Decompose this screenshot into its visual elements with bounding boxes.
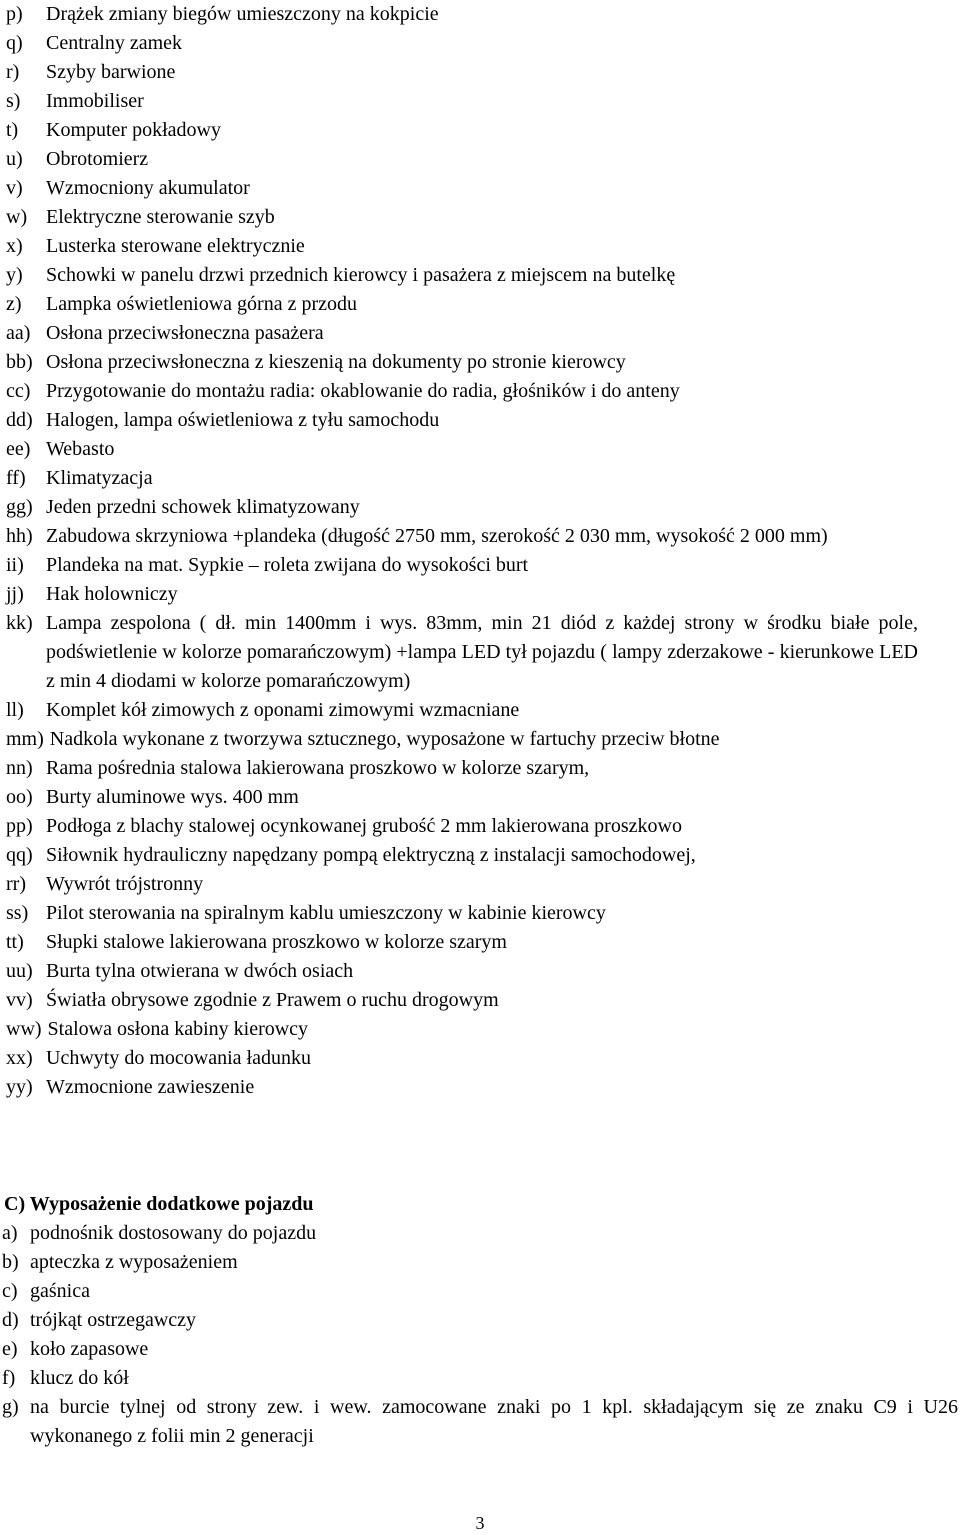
list-item xyxy=(6,1073,918,1102)
list-item xyxy=(6,174,918,203)
list-item-label: r) xyxy=(6,61,20,83)
list-item-label: xx) xyxy=(6,1047,33,1069)
list-item-text: Osłona przeciwsłoneczna pasażera xyxy=(46,322,324,344)
list-item-label: s) xyxy=(6,90,21,112)
list-item xyxy=(6,551,918,580)
list-item xyxy=(2,1364,958,1393)
list-item-label: x) xyxy=(6,235,23,257)
additional-equipment-list xyxy=(2,1219,958,1451)
list-item-text: Rama pośrednia stalowa lakierowana proszkowo w kolorze szarym, xyxy=(46,757,590,779)
list-item-label: cc) xyxy=(6,380,31,402)
list-item-text: Immobiliser xyxy=(46,90,144,112)
list-item-label: w) xyxy=(6,206,28,228)
section-heading-title: Wyposażenie dodatkowe pojazdu xyxy=(29,1193,314,1215)
list-item-label: z) xyxy=(6,293,22,315)
list-item xyxy=(6,580,918,609)
list-item-label: q) xyxy=(6,32,23,54)
list-item-label: aa) xyxy=(6,322,31,344)
list-item xyxy=(6,522,918,551)
list-item-text: Wzmocniony akumulator xyxy=(46,177,250,199)
list-item-label: uu) xyxy=(6,960,33,982)
list-item-label: ee) xyxy=(6,438,31,460)
list-item xyxy=(6,58,918,87)
list-item-text: Plandeka na mat. Sypkie – roleta zwijana do wysokości burt xyxy=(46,554,529,576)
list-item-label: kk) xyxy=(6,612,33,634)
list-item xyxy=(6,348,918,377)
list-item xyxy=(6,986,918,1015)
list-item-label: dd) xyxy=(6,409,33,431)
list-item-label: oo) xyxy=(6,786,33,808)
list-item-text: Lusterka sterowane elektrycznie xyxy=(46,235,305,257)
list-item-text: Przygotowanie do montażu radia: okablowanie do radia, głośników i do anteny xyxy=(46,380,680,402)
list-item-text: Podłoga z blachy stalowej ocynkowanej grubość 2 mm lakierowana proszkowo xyxy=(46,815,682,837)
list-item xyxy=(6,377,918,406)
section-heading xyxy=(4,1190,313,1219)
list-item-text: Siłownik hydrauliczny napędzany pompą elektryczną z instalacji samochodowej, xyxy=(46,844,696,866)
list-item-label: ii) xyxy=(6,554,24,576)
list-item xyxy=(6,783,918,812)
list-item-text: gaśnica xyxy=(30,1280,90,1302)
list-item xyxy=(2,1219,958,1248)
list-item xyxy=(6,116,918,145)
list-item-label: nn) xyxy=(6,757,33,779)
list-item-text: Komplet kół zimowych z oponami zimowymi wzmacniane xyxy=(46,699,520,721)
list-item-text: Nadkola wykonane z tworzywa sztucznego, wyposażone w fartuchy przeciw błotne xyxy=(49,728,720,750)
list-item xyxy=(6,493,918,522)
list-item xyxy=(6,87,918,116)
list-item-text: apteczka z wyposażeniem xyxy=(30,1251,238,1273)
list-item-text: Centralny zamek xyxy=(46,32,183,54)
list-item-label: ff) xyxy=(6,467,26,489)
list-item xyxy=(6,290,918,319)
list-item-label: g) xyxy=(2,1396,19,1418)
list-item-text: Elektryczne sterowanie szyb xyxy=(46,206,275,228)
list-item-label: t) xyxy=(6,119,19,141)
list-item xyxy=(6,1044,918,1073)
list-item-text: Wywrót trójstronny xyxy=(46,873,204,895)
list-item xyxy=(2,1306,958,1335)
list-item-text: podnośnik dostosowany do pojazdu xyxy=(30,1222,317,1244)
list-item-label: ll) xyxy=(6,699,24,721)
list-item-label: vv) xyxy=(6,989,33,1011)
list-item-label: d) xyxy=(2,1309,19,1331)
list-item-label: qq) xyxy=(6,844,33,866)
list-item-text: Klimatyzacja xyxy=(46,467,153,489)
list-item-label: y) xyxy=(6,264,23,286)
list-item-text: na burcie tylnej od strony zew. i wew. zamocowane znaki po 1 kpl. składającym się ze znaku C9 i U26 wykonanego z folii min 2 generacji xyxy=(30,1396,958,1447)
list-item-text: Hak holowniczy xyxy=(46,583,178,605)
list-item xyxy=(6,928,918,957)
list-item-label: rr) xyxy=(6,873,26,895)
list-item-label: hh) xyxy=(6,525,33,547)
list-item-text: Webasto xyxy=(46,438,115,460)
list-item-label: ss) xyxy=(6,902,29,924)
list-item xyxy=(6,0,918,29)
list-item-text: Wzmocnione zawieszenie xyxy=(46,1076,255,1098)
list-item xyxy=(6,406,918,435)
list-item-label: f) xyxy=(2,1367,16,1389)
list-item-label: gg) xyxy=(6,496,33,518)
list-item xyxy=(6,464,918,493)
list-item xyxy=(6,957,918,986)
list-item xyxy=(2,1277,958,1306)
list-item-text: Słupki stalowe lakierowana proszkowo w kolorze szarym xyxy=(46,931,507,953)
list-item xyxy=(6,261,918,290)
list-item-text: Stalowa osłona kabiny kierowcy xyxy=(47,1018,309,1040)
list-item-label: c) xyxy=(2,1280,18,1302)
list-item xyxy=(2,1248,958,1277)
list-item-text: Światła obrysowe zgodnie z Prawem o ruchu drogowym xyxy=(46,989,499,1011)
list-item-text: Jeden przedni schowek klimatyzowany xyxy=(46,496,360,518)
list-item-text: Lampa zespolona ( dł. min 1400mm i wys. 83mm, min 21 diód z każdej strony w środku białe pole, podświetlenie w kolorze pomarańczowym) +lampa LED tył pojazdu ( lampy zderzakowe - kierunkowe LED z min 4 diodami w kolorze pomarańczowym) xyxy=(46,612,918,692)
list-item xyxy=(6,203,918,232)
section-heading-label: C) xyxy=(4,1193,26,1215)
list-item-text: Obrotomierz xyxy=(46,148,149,170)
list-item-text: Uchwyty do mocowania ładunku xyxy=(46,1047,311,1069)
list-item-label: mm) xyxy=(6,728,44,750)
list-item-label: b) xyxy=(2,1251,19,1273)
list-item-text: Lampka oświetleniowa górna z przodu xyxy=(46,293,358,315)
list-item xyxy=(6,29,918,58)
list-item xyxy=(6,1015,918,1044)
list-item-text: Osłona przeciwsłoneczna z kieszenią na dokumenty po stronie kierowcy xyxy=(46,351,626,373)
list-item-text: Drążek zmiany biegów umieszczony na kokpicie xyxy=(46,3,439,25)
list-item-label: yy) xyxy=(6,1076,33,1098)
list-item xyxy=(6,754,918,783)
list-item-text: Halogen, lampa oświetleniowa z tyłu samochodu xyxy=(46,409,440,431)
list-item-text: Zabudowa skrzyniowa +plandeka (długość 2750 mm, szerokość 2 030 mm, wysokość 2 000 mm) xyxy=(46,525,828,547)
list-item xyxy=(6,609,918,696)
list-item xyxy=(2,1335,958,1364)
list-item-text: Burta tylna otwierana w dwóch osiach xyxy=(46,960,354,982)
list-item-text: koło zapasowe xyxy=(30,1338,149,1360)
list-item-label: u) xyxy=(6,148,23,170)
list-item-label: p) xyxy=(6,3,23,25)
list-item xyxy=(6,870,918,899)
list-item-text: klucz do kół xyxy=(30,1367,129,1389)
list-item xyxy=(6,319,918,348)
list-item-label: tt) xyxy=(6,931,24,953)
list-item-label: jj) xyxy=(6,583,24,605)
list-item-text: Szyby barwione xyxy=(46,61,176,83)
list-item-label: bb) xyxy=(6,351,33,373)
list-item-text: Schowki w panelu drzwi przednich kierowcy i pasażera z miejscem na butelkę xyxy=(46,264,676,286)
list-item-text: Burty aluminowe wys. 400 mm xyxy=(46,786,299,808)
list-item xyxy=(2,1393,958,1451)
list-item xyxy=(6,145,918,174)
list-item xyxy=(6,696,918,725)
list-item xyxy=(6,841,918,870)
list-item-text: Komputer pokładowy xyxy=(46,119,221,141)
list-item-label: v) xyxy=(6,177,23,199)
equipment-list xyxy=(6,0,918,1102)
list-item-text: trójkąt ostrzegawczy xyxy=(30,1309,197,1331)
list-item xyxy=(6,435,918,464)
list-item xyxy=(6,232,918,261)
list-item-label: a) xyxy=(2,1222,18,1244)
list-item xyxy=(6,725,918,754)
list-item-label: e) xyxy=(2,1338,18,1360)
list-item-text: Pilot sterowania na spiralnym kablu umieszczony w kabinie kierowcy xyxy=(46,902,606,924)
page-number: 3 xyxy=(475,1513,485,1533)
list-item xyxy=(6,899,918,928)
list-item xyxy=(6,812,918,841)
list-item-label: pp) xyxy=(6,815,33,837)
list-item-label: ww) xyxy=(6,1018,42,1040)
